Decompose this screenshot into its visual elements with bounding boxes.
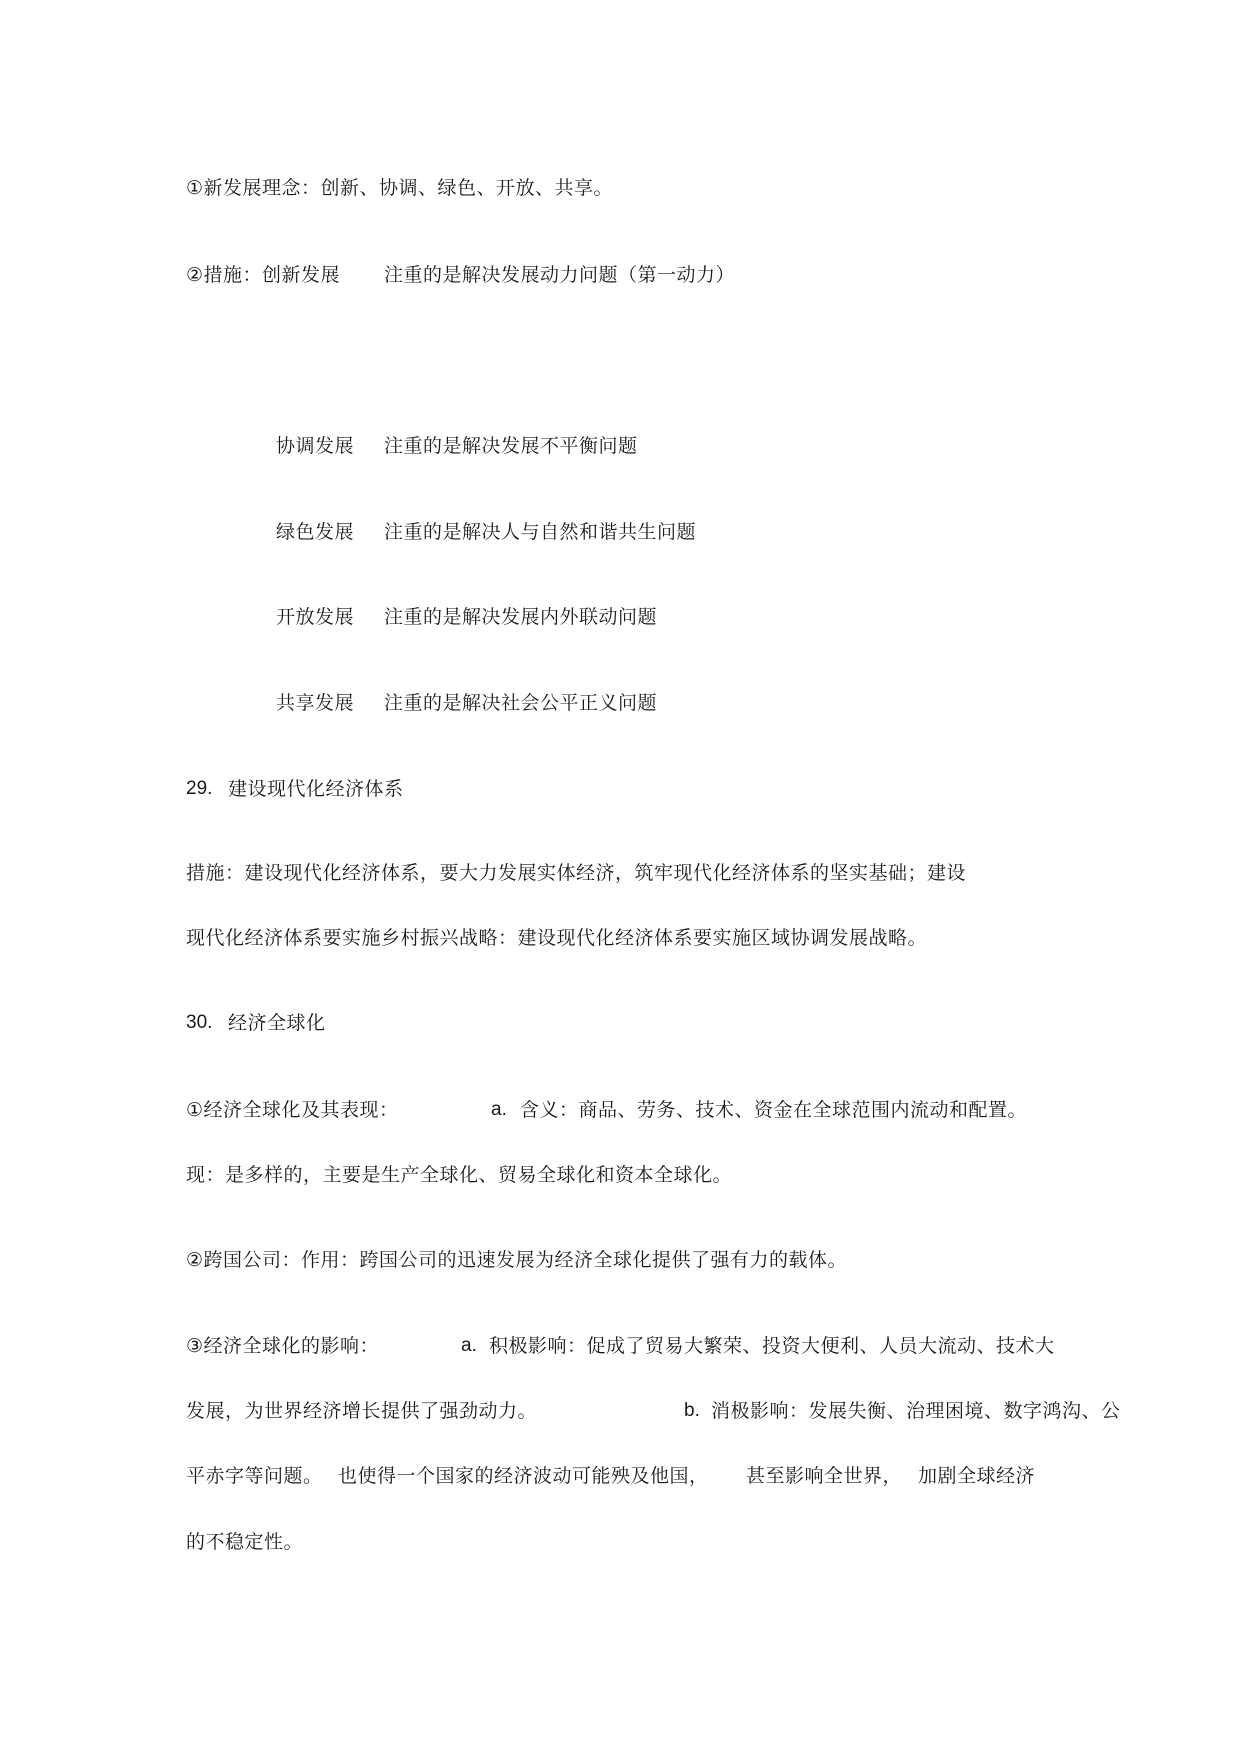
multinational-company: ②跨国公司：作用：跨国公司的迅速发展为经济全球化提供了强有力的载体。 <box>186 1249 848 1271</box>
impact-item-b-marker: b. <box>684 1400 700 1421</box>
shared-label: 共享发展 <box>276 692 355 714</box>
line-new-development-concept: ①新发展理念：创新、协调、绿色、开放、共享。 <box>186 177 614 199</box>
impact-line-3c: 甚至影响全世界， <box>746 1465 903 1487</box>
globalization-item-a-text: 含义：商品、劳务、技术、资金在全球范围内流动和配置。 <box>520 1099 1028 1121</box>
impact-line-3a: 平赤字等问题。 <box>186 1465 323 1487</box>
impact-item-a-text: 积极影响：促成了贸易大繁荣、投资大便利、人员大流动、技术大 <box>489 1335 1055 1357</box>
shared-desc: 注重的是解决社会公平正义问题 <box>384 692 658 714</box>
coordinated-label: 协调发展 <box>276 435 355 457</box>
impact-line-3d: 加剧全球经济 <box>918 1465 1036 1487</box>
globalization-manifestation: 现：是多样的，主要是生产全球化、贸易全球化和资本全球化。 <box>186 1164 733 1186</box>
paragraph-29-line-2: 现代化经济体系要实施乡村振兴战略：建设现代化经济体系要实施区域协调发展战略。 <box>186 927 928 949</box>
coordinated-desc: 注重的是解决发展不平衡问题 <box>384 435 638 457</box>
measures-desc: 注重的是解决发展动力问题（第一动力） <box>384 264 736 286</box>
impact-label: ③经济全球化的影响： <box>186 1335 380 1357</box>
green-desc: 注重的是解决人与自然和谐共生问题 <box>384 521 697 543</box>
impact-item-a-marker: a. <box>461 1335 477 1356</box>
green-label: 绿色发展 <box>276 521 355 543</box>
open-desc: 注重的是解决发展内外联动问题 <box>384 606 658 628</box>
heading-29-number: 29. <box>186 778 213 799</box>
impact-line-2a: 发展，为世界经济增长提供了强劲动力。 <box>186 1400 538 1422</box>
globalization-item-a-marker: a. <box>491 1099 507 1120</box>
heading-29-title: 建设现代化经济体系 <box>228 778 404 800</box>
impact-line-3b: 也使得一个国家的经济波动可能殃及他国， <box>338 1465 709 1487</box>
heading-30-title: 经济全球化 <box>228 1012 326 1034</box>
globalization-label: ①经济全球化及其表现： <box>186 1099 399 1121</box>
impact-item-b-text: 消极影响：发展失衡、治理困境、数字鸿沟、公 <box>711 1400 1121 1422</box>
impact-line-4: 的不稳定性。 <box>186 1531 304 1553</box>
paragraph-29-line-1: 措施：建设现代化经济体系，要大力发展实体经济，筑牢现代化经济体系的坚实基础；建设 <box>186 862 967 884</box>
heading-30-number: 30. <box>186 1012 213 1033</box>
open-label: 开放发展 <box>276 606 355 628</box>
measures-label: ②措施：创新发展 <box>186 264 341 286</box>
